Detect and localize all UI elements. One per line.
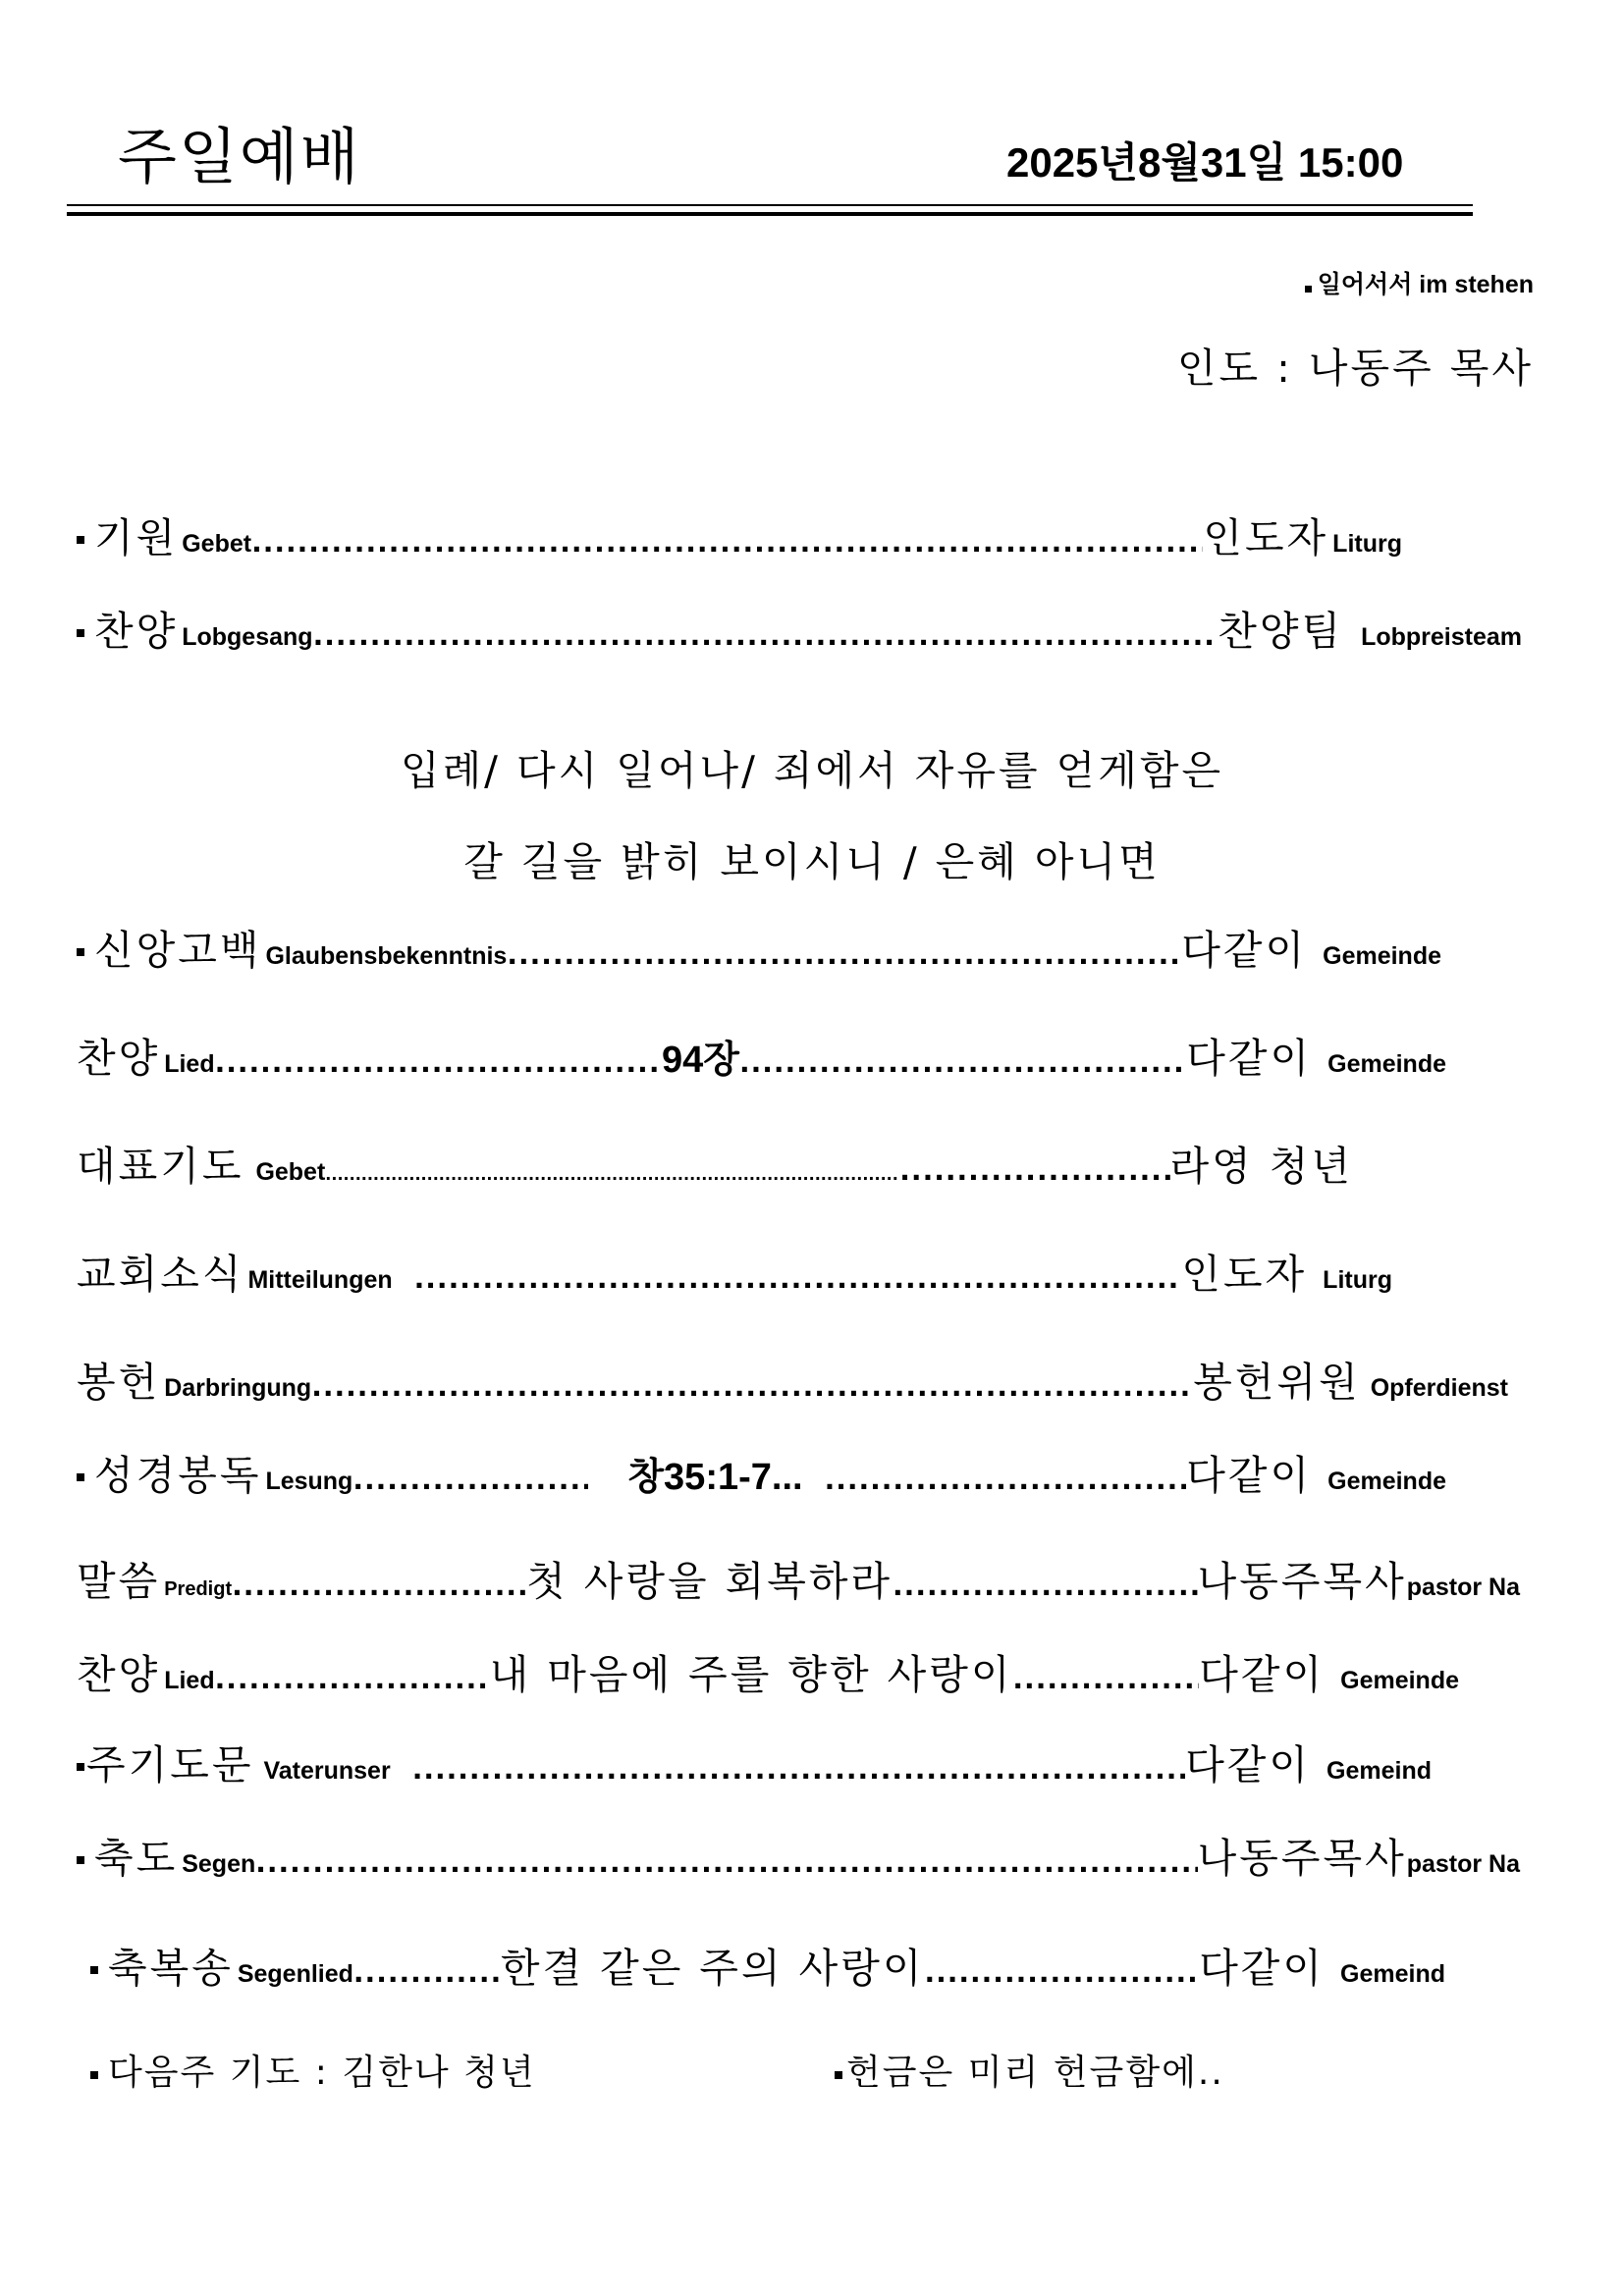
item-subtitle: Lobgesang bbox=[182, 623, 313, 651]
item-title: 대표기도 bbox=[77, 1143, 244, 1190]
item-person: 인도자 bbox=[1203, 514, 1329, 561]
item-person-de: Gemeinde bbox=[1327, 1468, 1446, 1495]
program-row bbox=[77, 1733, 1432, 1791]
leader-dots bbox=[255, 1846, 1197, 1879]
page-title: 주일예배 bbox=[118, 121, 361, 192]
bullet-icon bbox=[77, 1473, 84, 1481]
service-date: 2025년8월31일 15:00 bbox=[1006, 139, 1404, 186]
bullet-icon bbox=[77, 1856, 84, 1864]
bullet-icon bbox=[1305, 286, 1312, 293]
leader-dots bbox=[899, 1154, 1169, 1187]
item-title: 주기도문 bbox=[86, 1741, 254, 1789]
leader-dots bbox=[924, 1956, 1199, 1989]
item-title: 찬양 bbox=[77, 1035, 161, 1082]
offering-note-text: 헌금은 미리 헌금함에.. bbox=[846, 2053, 1224, 2093]
item-subtitle: Lied bbox=[164, 1667, 215, 1694]
header-rule-thick bbox=[67, 212, 1473, 216]
leader-dots bbox=[414, 1262, 1182, 1295]
item-title: 기원 bbox=[94, 514, 179, 561]
item-person: 봉헌위원 bbox=[1193, 1359, 1361, 1406]
item-person-de: Gemeinde bbox=[1340, 1667, 1459, 1694]
item-person-de: Gemeinde bbox=[1323, 942, 1441, 970]
item-title: 신앙고백 bbox=[94, 927, 262, 974]
item-subtitle: Darbringung bbox=[164, 1374, 312, 1402]
bullet-icon bbox=[77, 948, 84, 956]
sermon-title: 첫 사랑을 회복하라 bbox=[526, 1558, 893, 1605]
program-row bbox=[77, 1350, 1508, 1409]
leader-dots bbox=[232, 1570, 526, 1602]
leader-dots bbox=[507, 938, 1181, 971]
item-person: 나동주목사 bbox=[1197, 1558, 1407, 1605]
leader-dots bbox=[352, 1464, 588, 1496]
next-week-prayer bbox=[90, 2045, 536, 2095]
scripture-reference: 창35:1-7... bbox=[627, 1457, 803, 1498]
item-subtitle: Lesung bbox=[265, 1468, 353, 1495]
item-person: 나동주목사 bbox=[1197, 1835, 1407, 1882]
leader-dots bbox=[825, 1464, 1187, 1496]
program-row bbox=[77, 1549, 1520, 1608]
stand-note-text: 일어서서 im stehen bbox=[1317, 271, 1534, 298]
item-person-de: Gemeinde bbox=[1327, 1050, 1446, 1078]
bullet-icon bbox=[90, 1966, 98, 1974]
leader-dots bbox=[311, 1370, 1193, 1403]
item-subtitle: Lied bbox=[164, 1050, 215, 1078]
stand-note bbox=[1305, 265, 1534, 300]
item-subtitle: Mitteilungen bbox=[247, 1266, 393, 1294]
item-person: 다같이 bbox=[1199, 1945, 1326, 1992]
leader-dots bbox=[893, 1570, 1198, 1602]
program-row bbox=[77, 1443, 1446, 1502]
leader-dots bbox=[215, 1046, 662, 1079]
item-person-de: pastor Na bbox=[1406, 1574, 1520, 1601]
offering-note bbox=[835, 2045, 1224, 2095]
bullet-icon bbox=[77, 629, 84, 637]
item-person-de: Liturg bbox=[1323, 1266, 1392, 1294]
next-week-prayer-text: 다음주 기도 : 김한나 청년 bbox=[108, 2053, 536, 2093]
liturgy-row bbox=[77, 506, 1402, 564]
leader-dots bbox=[215, 1663, 490, 1695]
program-row bbox=[77, 918, 1441, 977]
song-list-line-1: 입례/ 다시 일어나/ 죄에서 자유를 얻게함은 bbox=[400, 747, 1224, 794]
leader-dots bbox=[325, 1165, 899, 1184]
program-row bbox=[90, 1936, 1445, 1995]
item-person-de: Gemeind bbox=[1326, 1757, 1432, 1785]
item-subtitle: Gebet bbox=[255, 1158, 326, 1186]
item-title: 말씀 bbox=[77, 1558, 161, 1605]
program-row bbox=[77, 1826, 1520, 1885]
item-person: 인도자 bbox=[1181, 1251, 1308, 1298]
item-person: 다같이 bbox=[1186, 1035, 1313, 1082]
bullet-icon bbox=[77, 1763, 84, 1771]
leader-dots bbox=[251, 526, 1203, 559]
item-title: 교회소식 bbox=[77, 1251, 244, 1298]
item-subtitle: Gebet bbox=[182, 530, 252, 558]
item-subtitle: Segen bbox=[182, 1850, 256, 1878]
item-subtitle: Segenlied bbox=[237, 1960, 353, 1988]
item-person: 다같이 bbox=[1186, 1452, 1313, 1499]
program-row bbox=[77, 1134, 1353, 1193]
item-title: 찬양 bbox=[77, 1651, 161, 1698]
leader-dots bbox=[1012, 1663, 1199, 1695]
item-subtitle: Predigt bbox=[164, 1578, 233, 1600]
song-title: 내 마음에 주를 향한 사랑이 bbox=[489, 1651, 1013, 1698]
program-row bbox=[77, 1642, 1459, 1701]
song-title: 한결 같은 주의 사랑이 bbox=[500, 1945, 925, 1992]
item-title: 찬양 bbox=[94, 608, 179, 655]
header-rule-thin bbox=[67, 204, 1473, 206]
item-person: 다같이 bbox=[1185, 1741, 1312, 1789]
service-leader: 인도 : 나동주 목사 bbox=[1176, 345, 1534, 392]
item-subtitle: Vaterunser bbox=[263, 1757, 391, 1785]
item-person: 다같이 bbox=[1181, 927, 1308, 974]
item-person-de: Gemeind bbox=[1340, 1960, 1445, 1988]
liturgy-row bbox=[77, 599, 1522, 658]
item-person-de: Liturg bbox=[1332, 530, 1402, 558]
leader-dots bbox=[739, 1046, 1186, 1079]
bullet-icon bbox=[90, 2071, 98, 2079]
item-person: 찬양팀 bbox=[1218, 608, 1344, 655]
bullet-icon bbox=[835, 2071, 842, 2079]
hymn-number: 94장 bbox=[661, 1040, 739, 1081]
item-title: 봉헌 bbox=[77, 1359, 161, 1406]
item-person-de: Opferdienst bbox=[1370, 1374, 1508, 1402]
item-person-de: pastor Na bbox=[1406, 1850, 1520, 1878]
item-title: 축도 bbox=[94, 1835, 179, 1882]
bullet-icon bbox=[77, 536, 84, 544]
program-row bbox=[77, 1242, 1392, 1301]
item-subtitle: Glaubensbekenntnis bbox=[265, 942, 508, 970]
item-person: 다같이 bbox=[1199, 1651, 1326, 1698]
song-list-line-2: 갈 길을 밝히 보이시니 / 은혜 아니면 bbox=[463, 838, 1161, 885]
item-person: 라영 청년 bbox=[1169, 1143, 1353, 1190]
item-person-de: Lobpreisteam bbox=[1361, 623, 1522, 651]
leader-dots bbox=[353, 1956, 501, 1989]
leader-dots bbox=[412, 1753, 1186, 1786]
program-row bbox=[77, 1026, 1446, 1085]
item-title: 성경봉독 bbox=[94, 1452, 262, 1499]
item-title: 축복송 bbox=[108, 1945, 234, 1992]
leader-dots bbox=[313, 619, 1218, 652]
